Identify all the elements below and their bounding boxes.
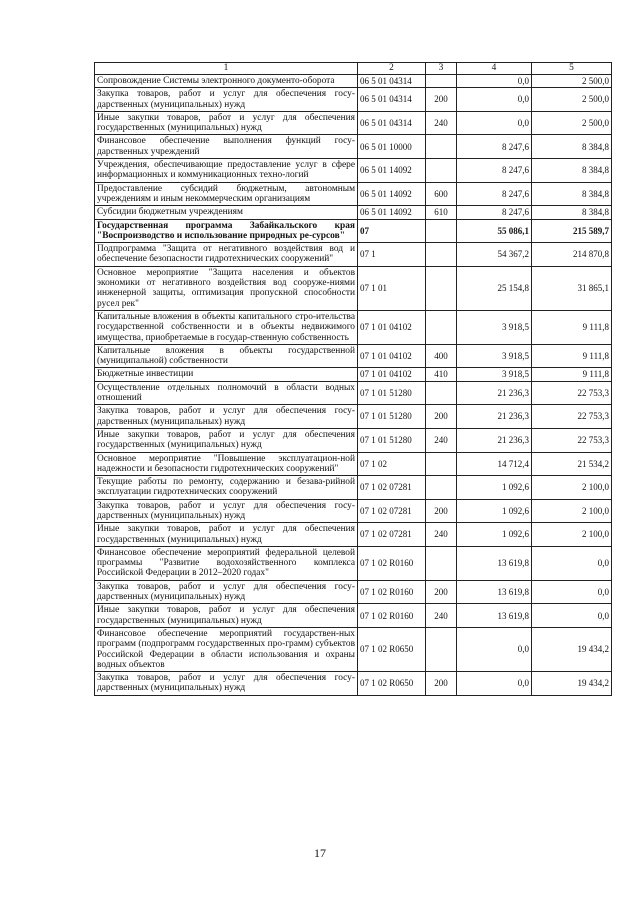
row-name-cell: Финансовое обеспечение мероприятий федеральной целевой программы "Развитие водохозяйственного комплекса Российской Федерации в 2012–2020 годах" <box>95 546 358 580</box>
row-amount-2-cell: 8 384,8 <box>532 135 612 159</box>
row-name-cell: Основное мероприятие "Защита населения и объектов экономики от негативного воздействия вод сооруже-ниями инженерной защиты, оптимизация пропускной способности русел рек" <box>95 266 358 310</box>
row-amount-1-cell: 3 918,5 <box>457 368 532 381</box>
row-expense-type-cell <box>426 135 457 159</box>
table-row <box>95 546 612 580</box>
table-body <box>95 75 612 696</box>
row-code-cell: 07 1 01 51280 <box>358 381 426 405</box>
row-amount-2-cell: 19 434,2 <box>532 672 612 696</box>
row-name-cell: Бюджетные инвестиции <box>95 368 358 381</box>
row-amount-2-cell: 215 589,7 <box>532 219 612 243</box>
row-code-cell: 06 5 01 14092 <box>358 206 426 219</box>
table-row <box>95 310 612 344</box>
row-amount-1-cell: 1 092,6 <box>457 499 532 523</box>
row-expense-type-cell <box>426 627 457 671</box>
row-name-cell: Субсидии бюджетным учреждениям <box>95 206 358 219</box>
row-code-cell: 07 1 02 R0160 <box>358 580 426 604</box>
row-code-cell: 06 5 01 04314 <box>358 111 426 135</box>
row-name-cell: Закупка товаров, работ и услуг для обеспечения госу-дарственных (муниципальных) нужд <box>95 405 358 429</box>
row-amount-2-cell: 0,0 <box>532 604 612 628</box>
row-expense-type-cell <box>426 159 457 183</box>
row-name-cell: Подпрограмма "Защита от негативного воздействия вод и обеспечение безопасности гидротехнических сооружений" <box>95 243 358 267</box>
row-amount-2-cell: 0,0 <box>532 546 612 580</box>
table-row <box>95 499 612 523</box>
row-expense-type-cell: 200 <box>426 672 457 696</box>
table-row <box>95 523 612 547</box>
row-code-cell: 07 1 01 04102 <box>358 310 426 344</box>
row-expense-type-cell: 610 <box>426 206 457 219</box>
row-expense-type-cell: 600 <box>426 182 457 206</box>
row-expense-type-cell <box>426 243 457 267</box>
row-amount-2-cell: 0,0 <box>532 580 612 604</box>
table-row <box>95 672 612 696</box>
row-name-cell: Иные закупки товаров, работ и услуг для обеспечения государственных (муниципальных) нужд <box>95 523 358 547</box>
row-code-cell: 07 1 02 R0160 <box>358 546 426 580</box>
row-amount-1-cell: 8 247,6 <box>457 206 532 219</box>
row-amount-1-cell: 0,0 <box>457 75 532 88</box>
row-name-cell: Осуществление отдельных полномочий в области водных отношений <box>95 381 358 405</box>
row-expense-type-cell: 400 <box>426 344 457 368</box>
row-expense-type-cell: 410 <box>426 368 457 381</box>
row-code-cell: 06 5 01 10000 <box>358 135 426 159</box>
row-amount-1-cell: 3 918,5 <box>457 344 532 368</box>
row-amount-1-cell: 8 247,6 <box>457 159 532 183</box>
row-expense-type-cell <box>426 476 457 500</box>
row-amount-1-cell: 21 236,3 <box>457 381 532 405</box>
row-code-cell: 07 1 01 04102 <box>358 344 426 368</box>
row-name-cell: Текущие работы по ремонту, содержанию и безава-рийной эксплуатации гидротехнических сооружений <box>95 476 358 500</box>
row-amount-2-cell: 2 500,0 <box>532 88 612 112</box>
table-row <box>95 182 612 206</box>
row-amount-2-cell: 2 100,0 <box>532 476 612 500</box>
page-number: 17 <box>314 846 326 860</box>
table-row <box>95 88 612 112</box>
row-amount-1-cell: 0,0 <box>457 111 532 135</box>
row-code-cell: 07 1 01 51280 <box>358 405 426 429</box>
row-amount-1-cell: 21 236,3 <box>457 428 532 452</box>
row-amount-2-cell: 19 434,2 <box>532 627 612 671</box>
row-name-cell: Иные закупки товаров, работ и услуг для обеспечения государственных (муниципальных) нужд <box>95 111 358 135</box>
row-amount-1-cell: 14 712,4 <box>457 452 532 476</box>
row-amount-1-cell: 21 236,3 <box>457 405 532 429</box>
row-amount-1-cell: 1 092,6 <box>457 523 532 547</box>
row-name-cell: Предоставление субсидий бюджетным, автономным учреждениям и иным некоммерческим организациям <box>95 182 358 206</box>
row-amount-1-cell: 8 247,6 <box>457 135 532 159</box>
row-name-cell: Учреждения, обеспечивающие предоставление услуг в сфере информационных и коммуникационных техно-логий <box>95 159 358 183</box>
table-row <box>95 604 612 628</box>
row-expense-type-cell <box>426 75 457 88</box>
table-row <box>95 405 612 429</box>
row-name-cell: Закупка товаров, работ и услуг для обеспечения госу-дарственных (муниципальных) нужд <box>95 88 358 112</box>
row-expense-type-cell <box>426 381 457 405</box>
row-code-cell: 07 1 02 07281 <box>358 523 426 547</box>
row-amount-2-cell: 9 111,8 <box>532 310 612 344</box>
row-amount-1-cell: 25 154,8 <box>457 266 532 310</box>
row-expense-type-cell: 240 <box>426 523 457 547</box>
row-amount-2-cell: 2 500,0 <box>532 75 612 88</box>
row-expense-type-cell <box>426 452 457 476</box>
row-code-cell: 06 5 01 14092 <box>358 182 426 206</box>
row-name-cell: Закупка товаров, работ и услуг для обеспечения госу-дарственных (муниципальных) нужд <box>95 672 358 696</box>
row-amount-2-cell: 2 100,0 <box>532 499 612 523</box>
row-amount-2-cell: 2 100,0 <box>532 523 612 547</box>
row-code-cell: 07 1 02 R0650 <box>358 627 426 671</box>
row-code-cell: 06 5 01 04314 <box>358 88 426 112</box>
row-expense-type-cell: 240 <box>426 428 457 452</box>
row-name-cell: Государственная программа Забайкальского края "Воспроизводство и использование природных ре-сурсов" <box>95 219 358 243</box>
row-expense-type-cell: 200 <box>426 405 457 429</box>
table-row <box>95 368 612 381</box>
row-name-cell: Основное мероприятие "Повышение эксплуатацион-ной надежности и безопасности гидротехнических сооружений" <box>95 452 358 476</box>
table-row <box>95 381 612 405</box>
column-header-name: 1 <box>95 63 358 75</box>
row-name-cell: Финансовое обеспечение выполнения функций госу-дарственных учреждений <box>95 135 358 159</box>
row-amount-2-cell: 8 384,8 <box>532 206 612 219</box>
table-row <box>95 452 612 476</box>
row-amount-2-cell: 9 111,8 <box>532 344 612 368</box>
row-amount-2-cell: 8 384,8 <box>532 182 612 206</box>
column-header-amount-2: 5 <box>532 63 612 75</box>
row-amount-1-cell: 13 619,8 <box>457 604 532 628</box>
row-code-cell: 07 1 02 07281 <box>358 476 426 500</box>
row-expense-type-cell: 200 <box>426 88 457 112</box>
row-name-cell: Иные закупки товаров, работ и услуг для обеспечения государственных (муниципальных) нужд <box>95 428 358 452</box>
row-code-cell: 07 1 02 <box>358 452 426 476</box>
row-code-cell: 07 1 01 <box>358 266 426 310</box>
table-row <box>95 476 612 500</box>
column-header-amount-1: 4 <box>457 63 532 75</box>
table-row <box>95 580 612 604</box>
row-amount-2-cell: 21 534,2 <box>532 452 612 476</box>
row-code-cell: 07 1 02 R0160 <box>358 604 426 628</box>
row-name-cell: Закупка товаров, работ и услуг для обеспечения госу-дарственных (муниципальных) нужд <box>95 580 358 604</box>
row-amount-1-cell: 55 086,1 <box>457 219 532 243</box>
row-amount-1-cell: 0,0 <box>457 672 532 696</box>
row-amount-1-cell: 0,0 <box>457 88 532 112</box>
row-code-cell: 07 1 02 07281 <box>358 499 426 523</box>
row-code-cell: 06 5 01 04314 <box>358 75 426 88</box>
row-amount-1-cell: 8 247,6 <box>457 182 532 206</box>
row-expense-type-cell: 240 <box>426 604 457 628</box>
row-amount-2-cell: 22 753,3 <box>532 405 612 429</box>
table-row <box>95 159 612 183</box>
row-name-cell: Сопровождение Системы электронного документо-оборота <box>95 75 358 88</box>
row-code-cell: 07 <box>358 219 426 243</box>
row-name-cell: Капитальные вложения в объекты государственной (муниципальной) собственности <box>95 344 358 368</box>
row-amount-2-cell: 2 500,0 <box>532 111 612 135</box>
row-code-cell: 07 1 01 51280 <box>358 428 426 452</box>
row-expense-type-cell: 200 <box>426 580 457 604</box>
row-expense-type-cell <box>426 546 457 580</box>
row-code-cell: 07 1 <box>358 243 426 267</box>
row-amount-2-cell: 31 865,1 <box>532 266 612 310</box>
row-amount-1-cell: 13 619,8 <box>457 580 532 604</box>
row-amount-1-cell: 13 619,8 <box>457 546 532 580</box>
table-row <box>95 75 612 88</box>
row-amount-1-cell: 1 092,6 <box>457 476 532 500</box>
row-code-cell: 06 5 01 14092 <box>358 159 426 183</box>
row-amount-1-cell: 3 918,5 <box>457 310 532 344</box>
row-expense-type-cell <box>426 310 457 344</box>
budget-table <box>94 62 612 696</box>
table-row <box>95 266 612 310</box>
column-header-code: 2 <box>358 63 426 75</box>
table-row <box>95 135 612 159</box>
row-name-cell: Иные закупки товаров, работ и услуг для обеспечения государственных (муниципальных) нужд <box>95 604 358 628</box>
row-expense-type-cell <box>426 219 457 243</box>
row-name-cell: Капитальные вложения в объекты капитального стро-ительства государственной собственности и в объекты недвижимого имущества, приобретаемые в государ-ственную собственность <box>95 310 358 344</box>
row-name-cell: Финансовое обеспечение мероприятий государствен-ных программ (подпрограмм государственных про-грамм) субъектов Российской Федерации в области использования и охраны водных объектов <box>95 627 358 671</box>
table-row <box>95 627 612 671</box>
table-row <box>95 243 612 267</box>
row-code-cell: 07 1 02 R0650 <box>358 672 426 696</box>
row-code-cell: 07 1 01 04102 <box>358 368 426 381</box>
row-expense-type-cell: 240 <box>426 111 457 135</box>
column-header-expense-type: 3 <box>426 63 457 75</box>
row-amount-1-cell: 54 367,2 <box>457 243 532 267</box>
table-row <box>95 111 612 135</box>
table-row <box>95 428 612 452</box>
row-amount-2-cell: 8 384,8 <box>532 159 612 183</box>
header-row <box>95 63 612 75</box>
table-row <box>95 206 612 219</box>
table-row <box>95 344 612 368</box>
row-expense-type-cell <box>426 266 457 310</box>
row-amount-2-cell: 214 870,8 <box>532 243 612 267</box>
row-amount-1-cell: 0,0 <box>457 627 532 671</box>
row-amount-2-cell: 9 111,8 <box>532 368 612 381</box>
table-row <box>95 219 612 243</box>
row-expense-type-cell: 200 <box>426 499 457 523</box>
row-amount-2-cell: 22 753,3 <box>532 428 612 452</box>
row-name-cell: Закупка товаров, работ и услуг для обеспечения госу-дарственных (муниципальных) нужд <box>95 499 358 523</box>
row-amount-2-cell: 22 753,3 <box>532 381 612 405</box>
